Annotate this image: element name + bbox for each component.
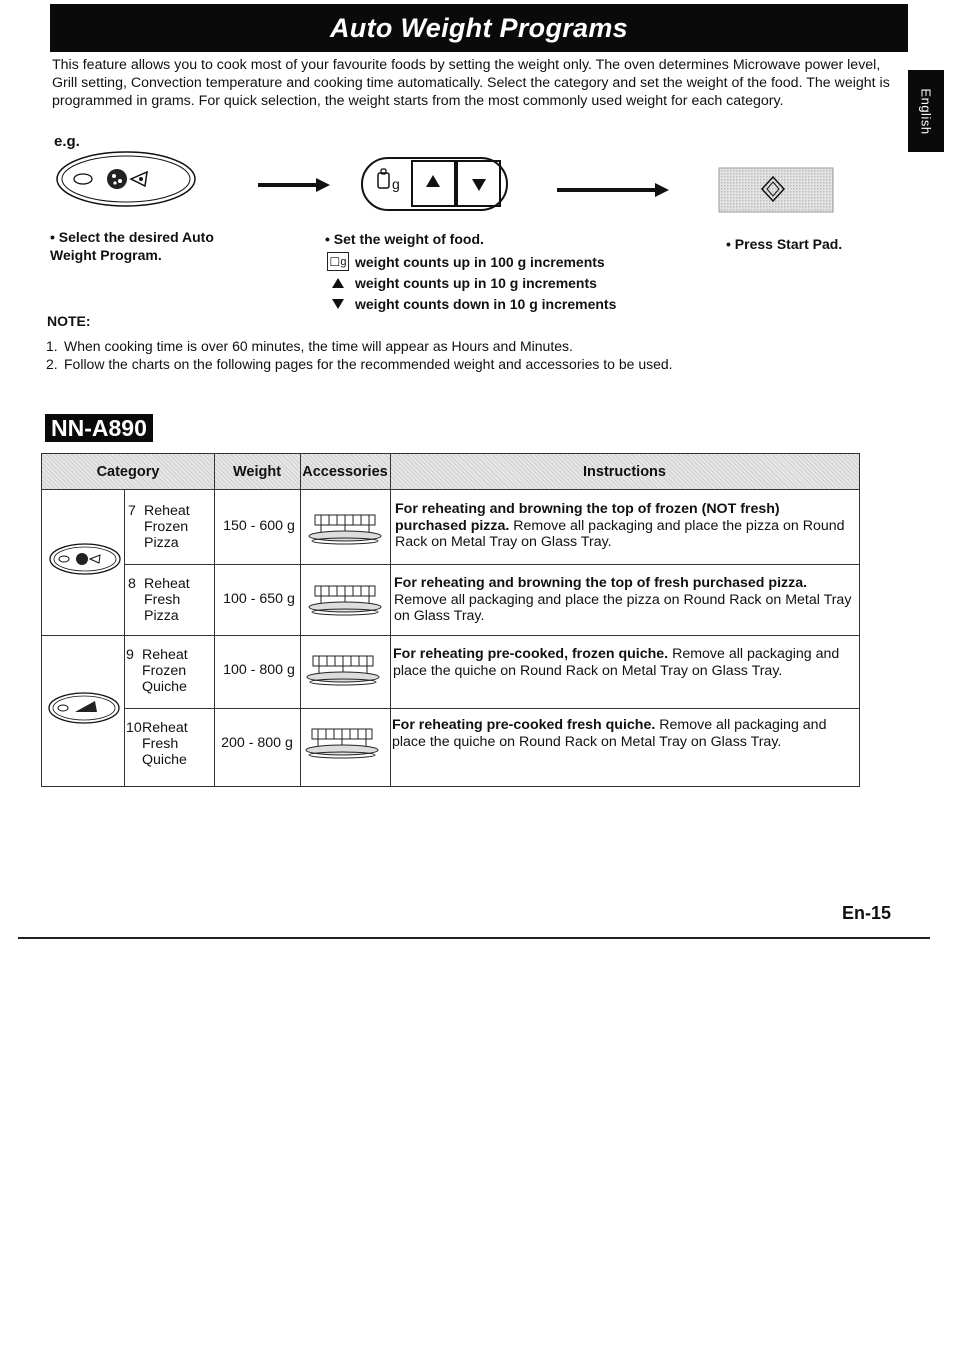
- step-set-weight-text: [325, 230, 665, 248]
- round-rack-on-metal-tray-icon: [307, 512, 383, 546]
- flow-arrow-2: [557, 188, 657, 192]
- pizza-program-dial-icon: [55, 150, 200, 210]
- divider: [124, 708, 859, 709]
- weight-cell: 150 - 600 g: [223, 518, 295, 534]
- step-press-start-text: [726, 235, 886, 253]
- weight-cell: 200 - 800 g: [221, 735, 293, 751]
- round-rack-on-metal-tray-icon: [305, 653, 381, 687]
- header-weight: Weight: [214, 454, 300, 490]
- list-item: 2. Follow the charts on the following pages for the recommended weight and accessories to be used.: [46, 356, 673, 372]
- list-item: [325, 272, 665, 293]
- category-cell: 10Reheat Fresh Quiche: [126, 720, 188, 768]
- page-number: En-15: [842, 903, 892, 923]
- step-set-weight-label: Set the weight of food.: [333, 231, 484, 247]
- scale-icon: ☐ g: [325, 252, 351, 271]
- weight-cell: 100 - 650 g: [223, 591, 295, 607]
- round-rack-on-metal-tray-icon: [307, 583, 383, 617]
- sub-item-label: weight counts down in 10 g increments: [355, 295, 617, 312]
- header-accessories: Accessories: [300, 454, 390, 490]
- header-category: Category: [42, 454, 214, 490]
- program-table: [41, 453, 860, 787]
- start-pad-button: [718, 167, 834, 213]
- instructions-cell: For reheating and browning the top of frozen (NOT fresh) purchased pizza. Remove all packaging and place the pizza on Round Rack on Metal Tray on Glass Tray.: [395, 501, 845, 550]
- divider: [124, 564, 859, 565]
- weight-cell: 100 - 800 g: [223, 662, 295, 678]
- step-press-start-label: Press Start Pad.: [734, 236, 843, 252]
- flow-arrow-1: [258, 183, 318, 187]
- keypad-gram-label: g: [392, 176, 400, 192]
- example-label: e.g.: [54, 133, 80, 150]
- header-instructions: Instructions: [390, 454, 859, 490]
- language-tab-label: English: [918, 87, 934, 135]
- round-rack-on-metal-tray-icon: [304, 726, 380, 760]
- list-item: [325, 251, 665, 272]
- step-select-label: Select the desired Auto Weight Program.: [50, 229, 214, 263]
- footer-rule: [18, 937, 930, 939]
- list-item: [325, 293, 665, 314]
- quiche-dial-icon: [47, 691, 121, 725]
- pizza-dial-icon: [48, 542, 122, 576]
- model-badge: NN-A890: [45, 414, 153, 442]
- intro-paragraph: This feature allows you to cook most of your favourite foods by setting the weight only. The oven determines Microwave power level, Grill setting, Convection temperature and cooking time automatically. Select the category and set the weight of the food. The weight is programmed in grams. For quick selection, the weight starts from the most commonly used weight for each category.: [52, 57, 890, 109]
- list-item: 1. When cooking time is over 60 minutes, the time will appear as Hours and Minutes.: [46, 338, 573, 354]
- category-cell: 7 Reheat Frozen Pizza: [128, 503, 190, 551]
- divider: [390, 454, 391, 786]
- page-title: Auto Weight Programs: [329, 12, 629, 43]
- step-select-text: [50, 228, 260, 264]
- category-cell: 8 Reheat Fresh Pizza: [128, 576, 190, 624]
- triangle-up-icon: [325, 277, 351, 289]
- divider: [124, 489, 125, 786]
- category-cell: 9 Reheat Frozen Quiche: [126, 647, 188, 695]
- note-heading: NOTE:: [47, 313, 91, 329]
- weight-keypad-icon: [360, 155, 512, 213]
- language-tab: [908, 70, 944, 152]
- note-list: [46, 337, 746, 373]
- title-bar: [50, 4, 908, 52]
- divider: [42, 635, 859, 636]
- instructions-cell: For reheating pre-cooked, frozen quiche. Remove all packaging and place the quiche on Round Rack on Metal Tray on Glass Tray.: [393, 646, 840, 679]
- step-set-weight: [325, 230, 665, 314]
- instructions-cell: For reheating pre-cooked fresh quiche. Remove all packaging and place the quiche on Round Rack on Metal Tray on Glass Tray.: [392, 717, 827, 750]
- triangle-down-icon: [325, 298, 351, 310]
- instructions-cell: For reheating and browning the top of fresh purchased pizza. Remove all packaging and place the pizza on Round Rack on Metal Tray on Glass Tray.: [394, 575, 852, 624]
- sub-item-label: weight counts up in 100 g increments: [355, 253, 605, 270]
- sub-item-label: weight counts up in 10 g increments: [355, 274, 597, 291]
